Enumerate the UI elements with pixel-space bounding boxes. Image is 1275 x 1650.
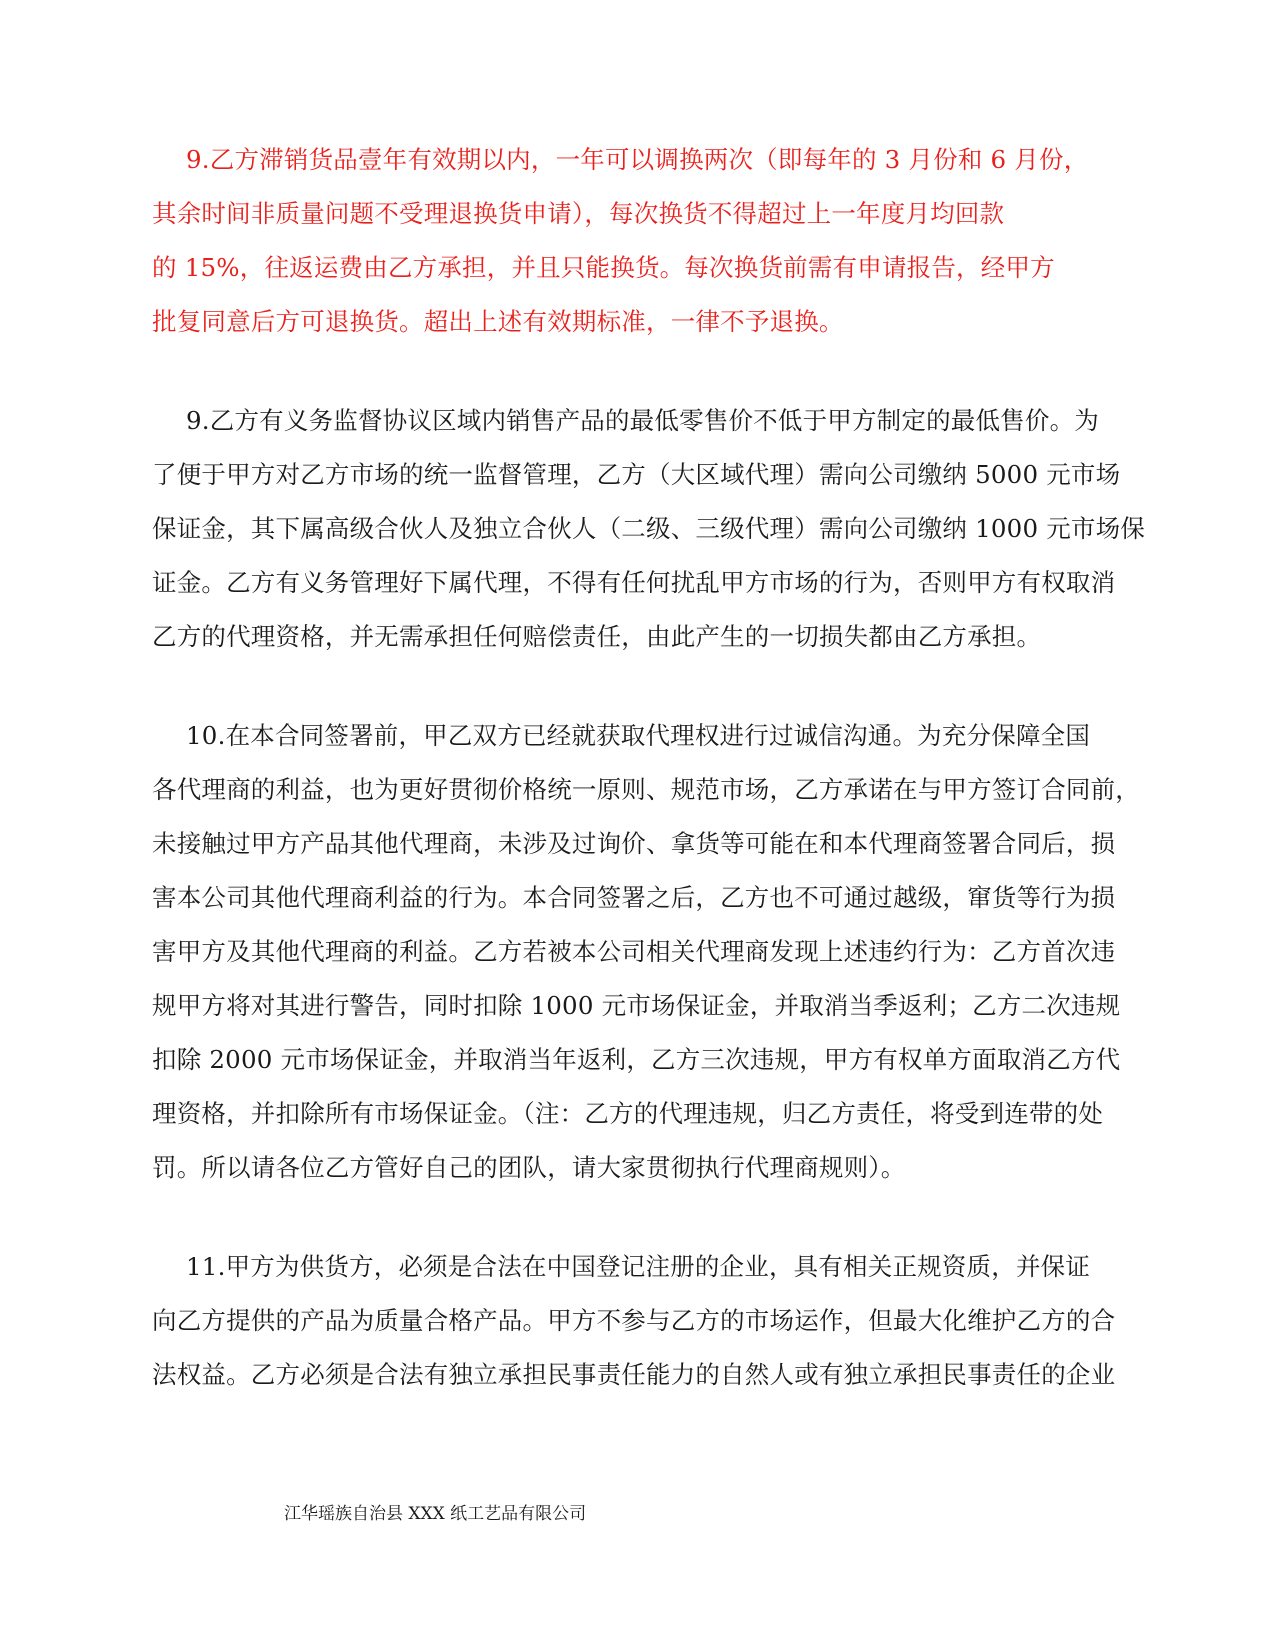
paragraph-line: 证金。乙方有义务管理好下属代理，不得有任何扰乱甲方市场的行为，否则甲方有权取消 [152, 568, 1116, 597]
paragraph-line: 其余时间非质量问题不受理退换货申请），每次换货不得超过上一年度月均回款 [152, 199, 1005, 228]
paragraph-line: 乙方的代理资格，并无需承担任何赔偿责任，由此产生的一切损失都由乙方承担。 [152, 622, 1042, 651]
paragraph-line: 批复同意后方可退换货。超出上述有效期标准，一律不予退换。 [152, 307, 844, 336]
paragraph-line: 9.乙方有义务监督协议区域内销售产品的最低零售价不低于甲方制定的最低售价。为 [186, 406, 1099, 435]
paragraph-line: 了便于甲方对乙方市场的统一监督管理，乙方（大区域代理）需向公司缴纳 5000 元市场 [152, 460, 1121, 489]
paragraph-line: 规甲方将对其进行警告，同时扣除 1000 元市场保证金，并取消当季返利；乙方二次违规 [152, 991, 1121, 1020]
paragraph-line: 9.乙方滞销货品壹年有效期以内，一年可以调换两次（即每年的 3 月份和 6 月份， [186, 145, 1089, 174]
paragraph-line: 害本公司其他代理商利益的行为。本合同签署之后，乙方也不可通过越级，窜货等行为损 [152, 883, 1116, 912]
paragraph-line: 未接触过甲方产品其他代理商，未涉及过询价、拿货等可能在和本代理商签署合同后，损 [152, 829, 1116, 858]
paragraph-line: 11.甲方为供货方，必须是合法在中国登记注册的企业，具有相关正规资质，并保证 [186, 1252, 1091, 1281]
paragraph-line: 理资格，并扣除所有市场保证金。（注：乙方的代理违规，归乙方责任，将受到连带的处 [152, 1099, 1104, 1128]
paragraph-line: 法权益。乙方必须是合法有独立承担民事责任能力的自然人或有独立承担民事责任的企业 [152, 1360, 1116, 1389]
paragraph-line: 的 15%，往返运费由乙方承担，并且只能换货。每次换货前需有申请报告，经甲方 [152, 253, 1055, 282]
page-footer-company: 江华瑶族自治县 XXX 纸工艺品有限公司 [284, 1504, 587, 1524]
paragraph-line: 10.在本合同签署前，甲乙双方已经就获取代理权进行过诚信沟通。为充分保障全国 [186, 721, 1091, 750]
paragraph-line: 罚。所以请各位乙方管好自己的团队，请大家贯彻执行代理商规则）。 [152, 1153, 906, 1182]
paragraph-line: 向乙方提供的产品为质量合格产品。甲方不参与乙方的市场运作，但最大化维护乙方的合 [152, 1306, 1116, 1335]
paragraph-line: 扣除 2000 元市场保证金，并取消当年返利，乙方三次违规，甲方有权单方面取消乙方代 [152, 1045, 1121, 1074]
paragraph-line: 各代理商的利益，也为更好贯彻价格统一原则、规范市场，乙方承诺在与甲方签订合同前， [152, 775, 1140, 804]
paragraph-line: 保证金，其下属高级合伙人及独立合伙人（二级、三级代理）需向公司缴纳 1000 元市场保 [152, 514, 1146, 543]
paragraph-line: 害甲方及其他代理商的利益。乙方若被本公司相关代理商发现上述违约行为：乙方首次违 [152, 937, 1116, 966]
